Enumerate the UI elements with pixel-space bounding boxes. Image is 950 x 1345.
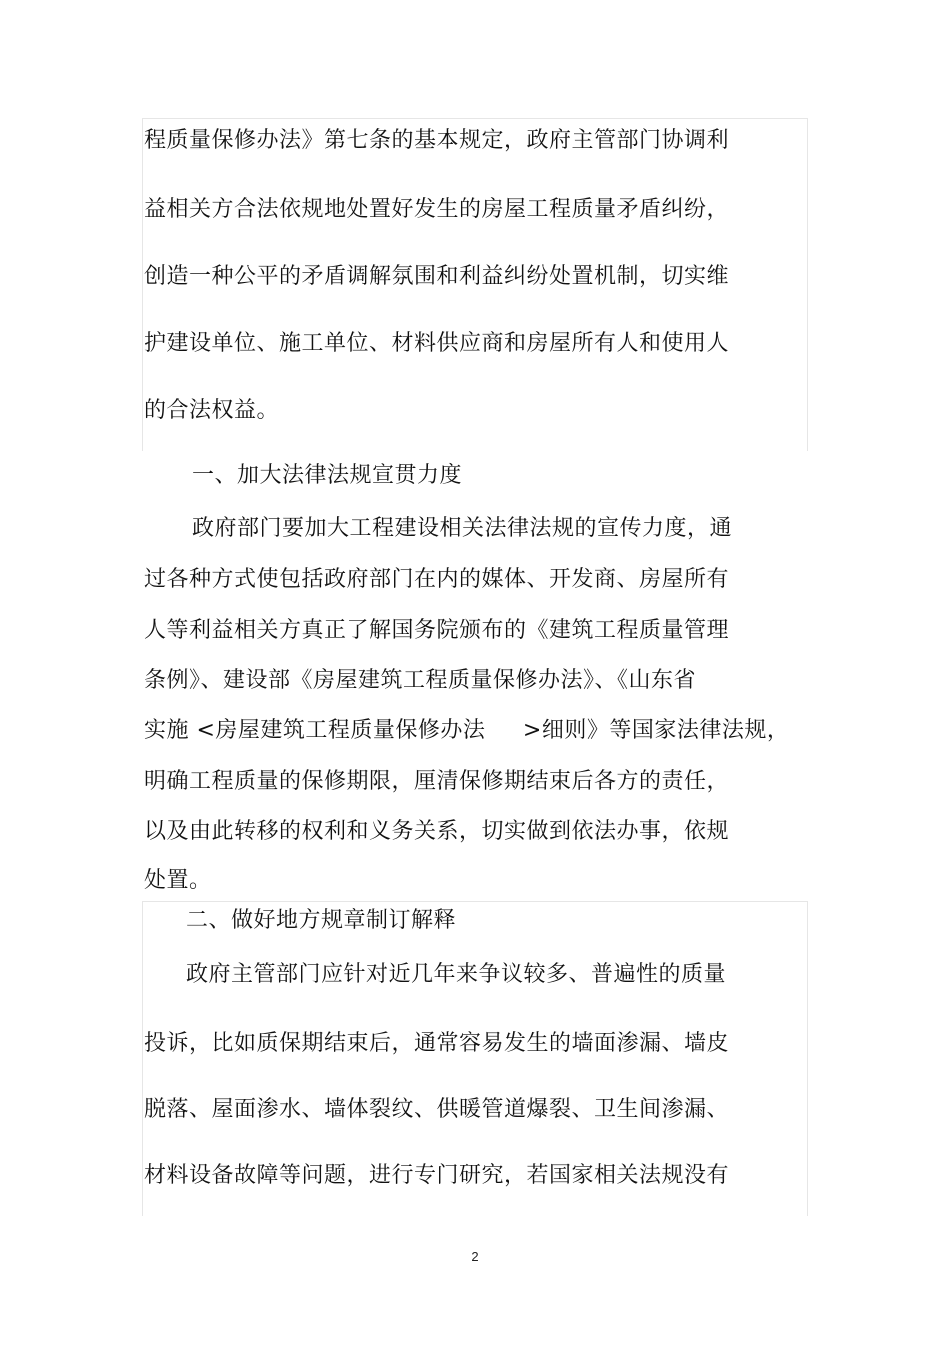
text-line: 人等利益相关方真正了解国务院颁布的《建筑工程质量管理 (144, 618, 730, 643)
text-line: 条例》、建设部《房屋建筑工程质量保修办法》、《山东省 (144, 668, 697, 693)
section-heading: 二、做好地方规章制订解释 (186, 908, 457, 933)
text-line: 护建设单位、施工单位、材料供应商和房屋所有人和使用人 (144, 331, 730, 356)
page-number: 2 (471, 1249, 479, 1264)
text-line: 政府部门要加大工程建设相关法律法规的宣传力度，通 (192, 516, 733, 541)
text-line: 材料设备故障等问题，进行专门研究，若国家相关法规没有 (144, 1163, 730, 1188)
section-heading: 一、加大法律法规宣贯力度 (192, 463, 463, 488)
text-line: 处置。 (144, 868, 212, 893)
text-line: 的合法权益。 (144, 398, 280, 423)
text-line: 益相关方合法依规地处置好发生的房屋工程质量矛盾纠纷， (144, 197, 730, 222)
text-line: 创造一种公平的矛盾调解氛围和利益纠纷处置机制，切实维 (144, 264, 730, 289)
text-line: 程质量保修办法》第七条的基本规定，政府主管部门协调利 (144, 128, 730, 153)
text-line: 过各种方式使包括政府部门在内的媒体、开发商、房屋所有 (144, 567, 730, 592)
text-line: 脱落、屋面渗水、墙体裂纹、供暖管道爆裂、卫生间渗漏、 (144, 1097, 730, 1122)
text-line: 明确工程质量的保修期限，厘清保修期结束后各方的责任， (144, 769, 730, 794)
text-line: 实施 <房屋建筑工程质量保修办法 >细则》等国家法律法规， (144, 718, 790, 743)
text-line: 政府主管部门应针对近几年来争议较多、普遍性的质量 (186, 962, 727, 987)
text-line: 以及由此转移的权利和义务关系，切实做到依法办事，依规 (144, 819, 730, 844)
text-line: 投诉，比如质保期结束后，通常容易发生的墙面渗漏、墙皮 (144, 1031, 730, 1056)
